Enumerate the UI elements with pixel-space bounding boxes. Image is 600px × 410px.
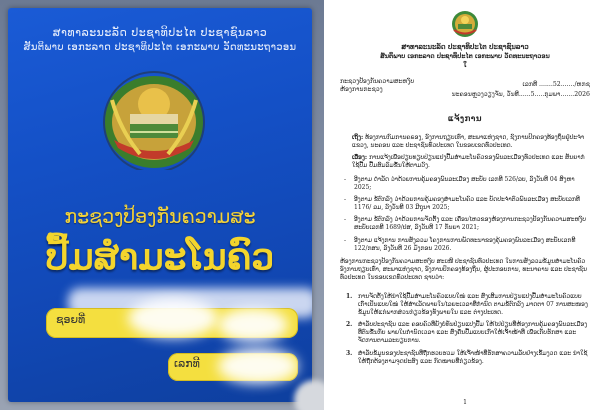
- letter-header-line3: ໃ: [463, 61, 467, 69]
- booklet-field-2-label: ເລກທີ: [174, 357, 200, 370]
- page-number: 1: [463, 399, 467, 406]
- recipient-paragraph: [352, 134, 588, 150]
- household-registration-booklet: [8, 8, 312, 402]
- recipient-text: ທ້ອງການກົມການຄຣອງ, ອົງການຖຽບເທົ່າ, ສະພາແຫ່ງຊາດ, ຊົງການປົກຄອງທ້ອງຖິ່ນຢູ່ປະຈຳແຂວງ, ນະຄອນ ແລະ ປະຊາຊົນທົ່ວປະເທດ ໃນຂອບເຂດທົ່ວປະເທດ.: [352, 134, 585, 150]
- reference-item: - ອີງຕາມ ຂໍ້ຕົກລົງ ວ່າດ້ວຍການຄຸ້ມຄອງສຳມະໂນຄົວ ແລະ ບັດປະຈຳຕົວພົນລະເມືອງ ສະບັບເລກທີ 1176/ ລມ, ລົງວັນທີ 03 ມີຖຸນາ 2025;: [344, 196, 580, 212]
- booklet-title: ປື້ມສຳມະໂນຄົວ: [45, 236, 275, 278]
- points-list: [344, 293, 590, 370]
- booklet-field-1-label: ຊອຍທີ່: [56, 313, 86, 326]
- letter-header-line1: ສາທາລະນະລັດ ປະຊາທິປະໄຕ ປະຊາຊົນລາວ: [401, 42, 529, 51]
- doc-number: ເລກທີ .......52......./ຫກຊ: [522, 81, 590, 88]
- reference-item: - ອີງຕາມ ຂໍ້ຕົກລົງ ວ່າດ້ວຍການຈັດຕັ້ງ ແລະ ເຄື່ອນໄຫວຂອງຫ້ອງການກະຊວງປ້ອງກັນຄວາມສະຫງົບ ສະບັບເລກທີ 1689/ປສ, ລົງວັນທີ 17 ກັນຍາ 2021;: [344, 216, 587, 232]
- subject-label: ເລື່ອງ:: [352, 154, 368, 161]
- sender-line1: ກະຊວງປ້ອງກັນຄວາມສະຫງົບ: [340, 78, 415, 85]
- booklet-header-line1: ສາທາລະນະລັດ ປະຊາທິປະໄຕ ປະຊາຊົນລາວ: [52, 26, 268, 39]
- letter-header-line2: ສັນຕິພາບ ເອກະລາດ ປະຊາທິປະໄຕ ເອກະພາບ ວັດທະນະຖາວອນ: [380, 52, 550, 60]
- booklet-header-line2: ສັນຕິພາບ ເອກະລາດ ປະຊາທິປະໄຕ ເອກະພາບ ວັດທະນະຖາວອນ: [23, 42, 297, 53]
- redaction-blur: [128, 298, 218, 338]
- reference-item: - ອີງຕາມ ດຳລັດ ວ່າດ້ວຍການຄຸ້ມຄອງພົນລະເມືອງ ສະບັບ ເລກທີ 526/ລບ, ລົງວັນທີ 04 ສິງຫາ 2025;: [344, 176, 575, 192]
- recipient-label: ເຖິງ:: [352, 134, 364, 141]
- lao-national-emblem: [100, 70, 208, 170]
- letter-heading: ແຈ້ງການ: [448, 114, 482, 124]
- redaction-blur: [218, 308, 288, 342]
- reference-list: [340, 176, 590, 257]
- lao-emblem-icon: [451, 10, 479, 38]
- reference-item: - ອີງຕາມ ແຈ້ງການ ການສັງລວມ ໂຄງການການພັດທະນາຂອງຄຸ້ມຄອງພົນລະເມືອງ ສະບັບເລກທີ 122/ກສນ, ລົງວັນທີ 26 ມັງກອນ 2026.: [344, 236, 576, 252]
- intro-paragraph: ຫ້ອງການກະຊວງປ້ອງກັນຄວາມສະຫງົບ ສະເໜີ ປະຊາຊົນທົ່ວປະເທດ ໃນການສັງລວມຂໍ້ມູນສຳມະໂນຄົວ ອົງການຖຽບເທົ່າ, ສະພາແຫ່ງຊາດ, ອົງການປົກຄອງທ້ອງຖິ່ນ, ຜູ້ປະກອບການ, ທະນາຄານ ແລະ ປະຊາຊົນທົ່ວປະເທດ ໃນຂອບເຂດທົ່ວປະເທດ ຊາບວ່າ:: [340, 258, 587, 282]
- redaction-blur: [218, 348, 298, 384]
- subject-text: ການແຈ້ງເພື່ອປຽບທຽບປ່ຽນແປງປື້ມສຳມະໂນຄົວຂອງພົນລະເມືອງທົ່ວປະເທດ ແລະ ສັນຍາກໍໃຊ້ປື້ມ ປື້ມສົມລົມຂຶ້ນໃຫ້ຕາມວົງ.: [352, 154, 585, 170]
- point-item: 3. ສຳລັບຂໍ້ມູນຂອງປະຊາຊົນທີ່ຖືກຮວບຮວມ ໃຫ້ເຈົ້າໜ້າທີ່ຮັກສາຄວາມລັບຢ່າງເຂັ້ມງວດ ແລະ ນຳໃຊ້ໃຫ້ຖືກຕ້ອງຕາມຈຸດປະສົງ ແລະ ກົດໝາຍທີ່ກ່ຽວຂ້ອງ.: [346, 349, 588, 365]
- official-letter: [330, 0, 600, 410]
- point-item: 2. ສຳລັບປະຊາຊົນ ແລະ ຄອບຄົວທີ່ຍັງບໍ່ທັນປ່ຽນແປງປື້ມ ໃຫ້ໄປປ່ຽນທີ່ຫ້ອງການຄຸ້ມຄອງພົນລະເມືອງທີ່ຕົນຂຶ້ນກັບ ພາຍໃນກຳນົດເວລາ ແລະ ສົ່ງຄືນປື້ມແບບເກົ່າໃຫ້ເຈົ້າໜ້າທີ່ ເພື່ອເກັບຮັກສາ ແລະ ຈັດການຕາມລະບຽບການ.: [346, 321, 588, 345]
- subject-paragraph: [352, 154, 588, 170]
- place-date: ນະຄອນຫຼວງວຽງຈັນ, ວັນທີ......5.....ກຸມພາ.......2026: [451, 91, 590, 98]
- sender-line2: ຫ້ອງການກະຊວງ: [340, 86, 383, 93]
- point-item: 1. ການຈັດຕັ້ງໃຫ້ນຳໃຊ້ປື້ມສຳມະໂນຄົວແບບໃໝ່ ແລະ ສົ່ງເສີມການປ່ຽນແປງປື້ມສຳມະໂນຄົວແບບເກົ່າເປັນແບບໃໝ່ ໃຫ້ສຳເລັດພາຍໃນໄລຍະເວລາທີ່ກຳນົດ ຕາມຂໍ້ຕົກລົງ ມາດຕາ 07 ການສະໜອງຂໍ້ມູນໃຫ້ແກ່ພາກສ່ວນກ່ຽວຂ້ອງທັງພາຍໃນ ແລະ ຕ່າງປະເທດ.: [346, 293, 588, 317]
- booklet-ministry: ກະຊວງປ້ອງກັນຄວາມສະ: [64, 206, 256, 228]
